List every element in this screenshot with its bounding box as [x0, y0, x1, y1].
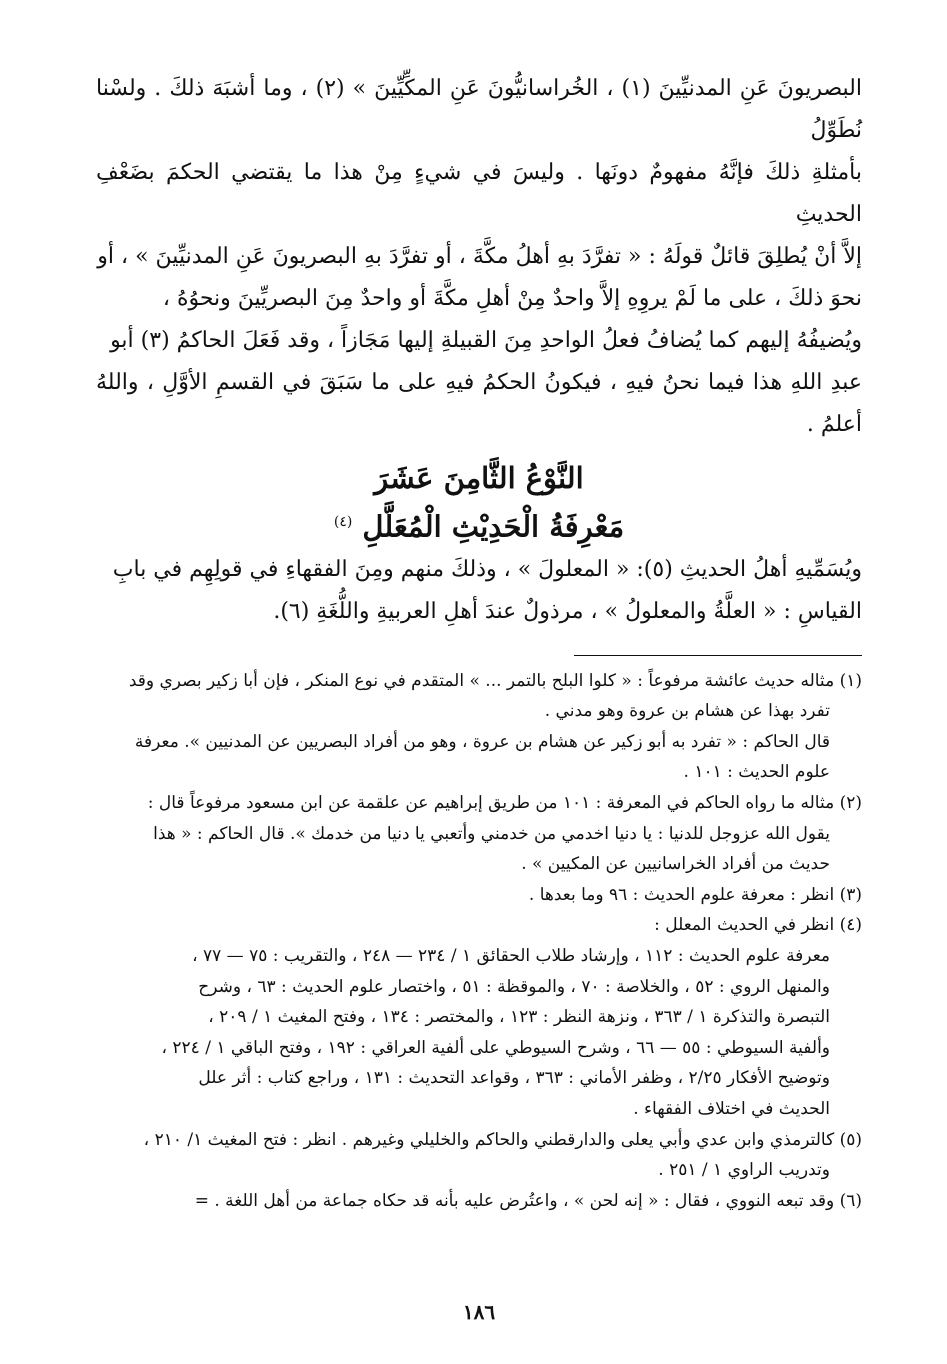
section-title — [96, 500, 862, 549]
main-paragraph-1 — [96, 68, 862, 446]
text-line: نحوَ ذلكَ ، على ما لَمْ يروِهِ إلاَّ واحدٌ مِنْ أهلِ مكَّةَ أو واحدٌ مِنَ البصريِّينَ ونحوُهُ ، — [162, 286, 862, 311]
footnote-line: (٥) كالترمذي وابن عدي وأبي يعلى والدارقطني والحاكم والخليلي وغيرهم . انظر : فتح المغيث ١/ ٢١٠ ، — [143, 1129, 862, 1150]
section-number: النَّوْعُ الثَّامِنَ عَشَرَ — [374, 461, 584, 495]
footnote-line: وتوضيح الأفكار ٢/٢٥ ، وظفر الأماني : ٣٦٣ ، وقواعد التحديث : ١٣١ ، وراجع كتاب : أثر علل — [198, 1068, 830, 1089]
footnote-line: تفرد بهذا عن هشام بن عروة وهو مدني . — [544, 701, 830, 722]
footnotes — [96, 666, 862, 1217]
footnote-line: (٤) انظر في الحديث المعلل : — [654, 915, 862, 936]
text-line: إلاَّ أنْ يُطلِقَ قائلٌ قولَهُ : « تفرَّدَ بهِ أهلُ مكَّةَ ، أو تفرَّدَ بهِ البصريونَ عَنِ المدنيِّينَ » ، أو — [97, 244, 862, 269]
footnote-line: وتدريب الراوي ١ / ٢٥١ . — [658, 1160, 830, 1181]
main-paragraph-2 — [96, 549, 862, 633]
footnote-line: (١) مثاله حديث عائشة مرفوعاً : « كلوا البلح بالتمر ... » المتقدم في نوع المنكر ، فإن أبا زكير بصري وقد — [128, 670, 862, 691]
text-line: ويُضيفُهُ إليهم كما يُضافُ فعلُ الواحدِ مِنَ القبيلةِ إليها مَجَازاً ، وقد فَعَلَ الحاكمُ (٣) أبو — [110, 328, 862, 353]
footnote-line: قال الحاكم : « تفرد به أبو زكير عن هشام بن عروة ، وهو من أفراد البصريين عن المدنيين ». معرفة — [134, 731, 830, 752]
section-heading — [96, 456, 862, 549]
footnote-line: وألفية السيوطي : ٥٥ — ٦٦ ، وشرح السيوطي على ألفية العراقي : ١٩٢ ، وفتح الباقي ١ / ٢٢٤ ، — [161, 1037, 830, 1058]
footnote-line: (٣) انظر : معرفة علوم الحديث : ٩٦ وما بعدها . — [528, 884, 862, 905]
footnote-line: (٢) مثاله ما رواه الحاكم في المعرفة : ١٠١ من طريق إبراهيم عن علقمة عن ابن مسعود مرفوعاً قال : — [147, 793, 862, 814]
footnote-line: (٦) وقد تبعه النووي ، فقال : « إنه لحن » ، واعتُرض عليه بأنه قد حكاه جماعة من أهل اللغة . = — [194, 1190, 862, 1211]
text-line: ويُسَمِّيهِ أهلُ الحديثِ (٥): « المعلولَ » ، وذلكَ منهم ومِنَ الفقهاءِ في قولِهِم في بابِ — [112, 556, 862, 582]
footnote-line: علوم الحديث : ١٠١ . — [683, 762, 830, 783]
footnote-line: الحديث في اختلاف الفقهاء . — [633, 1098, 830, 1119]
footnote-line: معرفة علوم الحديث : ١١٢ ، وإرشاد طلاب الحقائق ١ / ٢٣٤ — ٢٤٨ ، والتقريب : ٧٥ — ٧٧ ، — [192, 946, 830, 966]
footnote-ref: (٤) — [333, 514, 353, 530]
footnote-line: يقول الله عزوجل للدنيا : يا دنيا اخدمي من خدمني وأتعبي يا دنيا من خدمك ». قال الحاكم : « هذا — [153, 823, 830, 844]
text-line: القياسِ : « العلَّةُ والمعلولُ » ، مرذولٌ عندَ أهلِ العربيةِ واللُّغَةِ (٦). — [273, 598, 862, 624]
footnote-line: والمنهل الروي : ٥٢ ، والخلاصة : ٧٠ ، والموقظة : ٥١ ، واختصار علوم الحديث : ٦٣ ، وشرح — [198, 976, 830, 997]
footnote-divider — [574, 655, 862, 656]
text-line: عبدِ اللهِ هذا فيما نحنُ فيهِ ، فيكونُ الحكمُ فيهِ على ما سَبَقَ في القسمِ الأوَّلِ ، واللهُ أعلمُ . — [96, 370, 862, 437]
text-line: البصريونَ عَنِ المدنيِّينَ (١) ، الخُراسانيُّونَ عَنِ المكِّيِّينَ » (٢) ، وما أشبَهَ ذلكَ . ولسْنا نُطَوِّلُ — [96, 76, 863, 143]
page-number: ١٨٦ — [462, 1300, 496, 1324]
footnote-line: التبصرة والتذكرة ١ / ٣٦٣ ، ونزهة النظر : ١٢٣ ، والمختصر : ١٣٤ ، وفتح المغيث ١ / ٢٠٩ ، — [208, 1007, 830, 1028]
section-title-text: مَعْرِفَةُ الْحَدِيْثِ الْمُعَلَّلِ — [362, 509, 625, 544]
text-line: بأمثلةِ ذلكَ فإنَّهُ مفهومٌ دونَها . وليسَ في شيءٍ مِنْ هذا ما يقتضي الحكمَ بضَعْفِ الحديثِ — [96, 160, 862, 227]
book-page — [96, 68, 862, 1338]
footnote-line: حديث من أفراد الخراسانيين عن المكيين » . — [521, 854, 830, 875]
